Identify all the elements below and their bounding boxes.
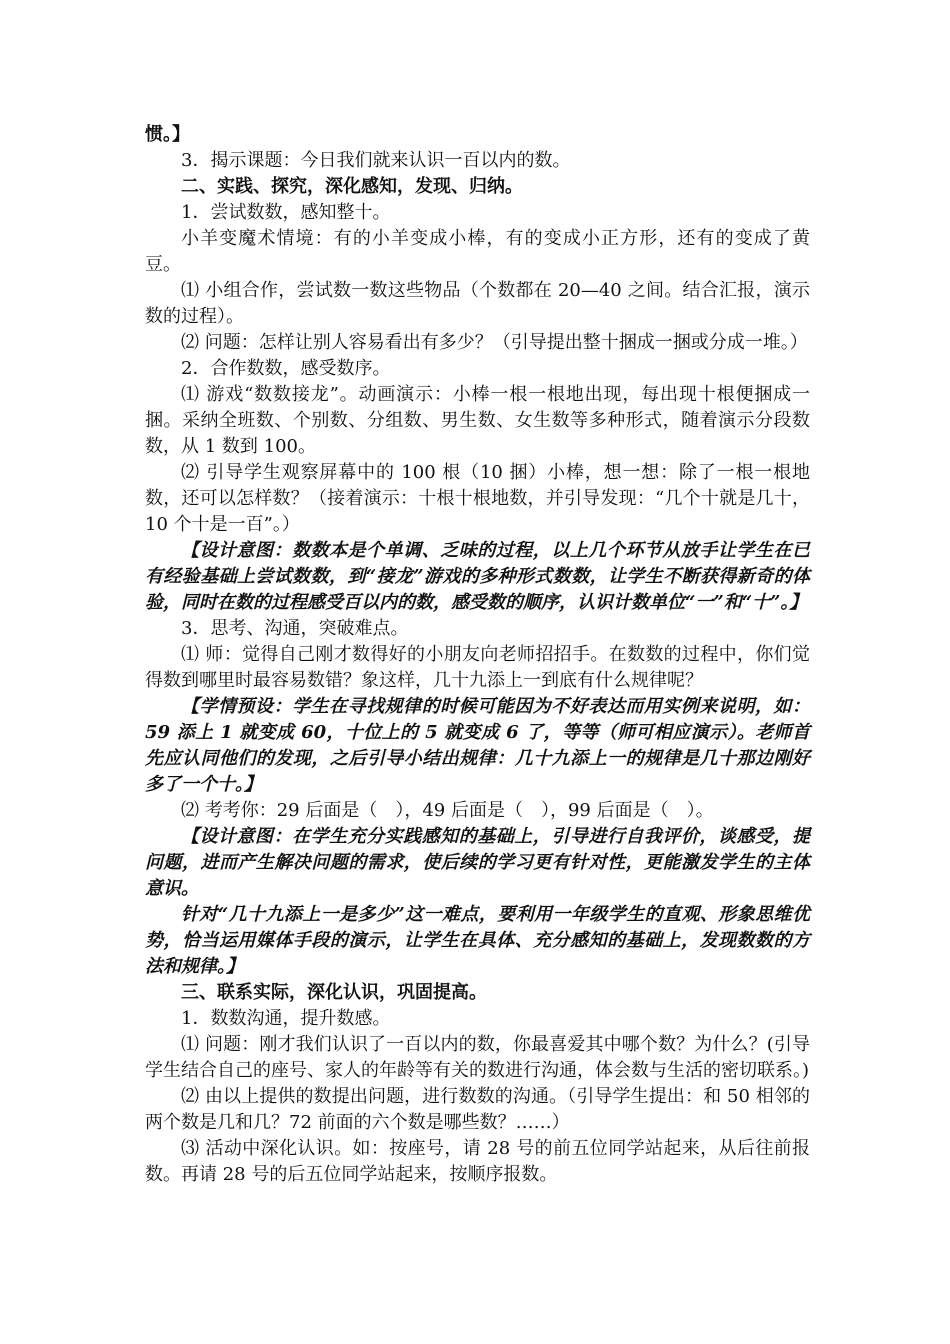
paragraph: ⑴ 问题：刚才我们认识了一百以内的数，你最喜爱其中哪个数？为什么？(引导学生结合自己的座号、家人的年龄等有关的数进行沟通，体会数与生活的密切联系。) xyxy=(145,1034,810,1081)
design-intent-note: 针对“几十九添上一是多少”这一难点，要利用一年级学生的直观、形象思维优势，恰当运用媒体手段的演示，让学生在具体、充分感知的基础上，发现数数的方法和规律。】 xyxy=(145,904,810,977)
paragraph: ⑵ 问题：怎样让别人容易看出有多少？（引导提出整十捆成一捆或分成一堆。） xyxy=(181,332,808,353)
section-heading: 二、实践、探究，深化感知，发现、归纳。 xyxy=(181,176,523,197)
paragraph: ⑵ 考考你：29 后面是（ ），49 后面是（ ），99 后面是（ ）。 xyxy=(181,800,714,821)
learning-preset-note: 【学情预设：学生在寻找规律的时候可能因为不好表达而用实例来说明，如：59 添上 1 就变成 60，十位上的 5 就变成 6 了，等等（师可相应演示）。老师首先应认同他们的发现，之后引导小结出规律：几十九添上一的规律是几十那边刚好多了一个十。】 xyxy=(145,696,810,795)
paragraph: ⑴ 小组合作，尝试数一数这些物品（个数都在 20—40 之间。结合汇报，演示数的过程）。 xyxy=(145,280,810,327)
paragraph: ⑶ 活动中深化认识。如：按座号，请 28 号的前五位同学站起来，从后往前报数。再请 28 号的后五位同学站起来，按顺序报数。 xyxy=(145,1138,810,1185)
subsection-heading: 3．思考、沟通，突破难点。 xyxy=(181,618,409,639)
paragraph: ⑴ 师：觉得自己刚才数得好的小朋友向老师招招手。在数数的过程中，你们觉得数到哪里时最容易数错？象这样，几十九添上一到底有什么规律呢？ xyxy=(145,644,810,691)
paragraph: ⑵ 由以上提供的数提出问题，进行数数的沟通。（引导学生提出：和 50 相邻的两个数是几和几？72 前面的六个数是哪些数？……） xyxy=(145,1086,810,1133)
subsection-heading: 1．数数沟通，提升数感。 xyxy=(181,1008,391,1029)
section-heading: 三、联系实际，深化认识，巩固提高。 xyxy=(181,982,487,1003)
paragraph: 惯。】 xyxy=(145,124,190,145)
paragraph: ⑵ 引导学生观察屏幕中的 100 根（10 捆）小棒，想一想：除了一根一根地数，还可以怎样数？（接着演示：十根十根地数，并引导发现：“几个十就是几十，10 个十是一百”。） xyxy=(145,462,810,535)
subsection-heading: 2．合作数数，感受数序。 xyxy=(181,358,391,379)
document-body xyxy=(145,122,810,1188)
design-intent-note: 【设计意图：在学生充分实践感知的基础上，引导进行自我评价，谈感受，提问题，进而产生解决问题的需求，使后续的学习更有针对性，更能激发学生的主体意识。 xyxy=(145,826,810,899)
paragraph: 小羊变魔术情境：有的小羊变成小棒，有的变成小正方形，还有的变成了黄豆。 xyxy=(145,228,810,275)
design-intent-note: 【设计意图：数数本是个单调、乏味的过程，以上几个环节从放手让学生在已有经验基础上尝试数数，到“接龙”游戏的多种形式数数，让学生不断获得新奇的体验，同时在数的过程感受百以内的数，感受数的顺序，认识计数单位“一”和“十”。】 xyxy=(145,540,810,613)
paragraph: 3．揭示课题：今日我们就来认识一百以内的数。 xyxy=(181,150,571,171)
paragraph: ⑴ 游戏“数数接龙”。动画演示：小棒一根一根地出现，每出现十根便捆成一捆。采纳全班数、个别数、分组数、男生数、女生数等多种形式，随着演示分段数数，从 1 数到 100。 xyxy=(145,384,810,457)
subsection-heading: 1．尝试数数，感知整十。 xyxy=(181,202,391,223)
